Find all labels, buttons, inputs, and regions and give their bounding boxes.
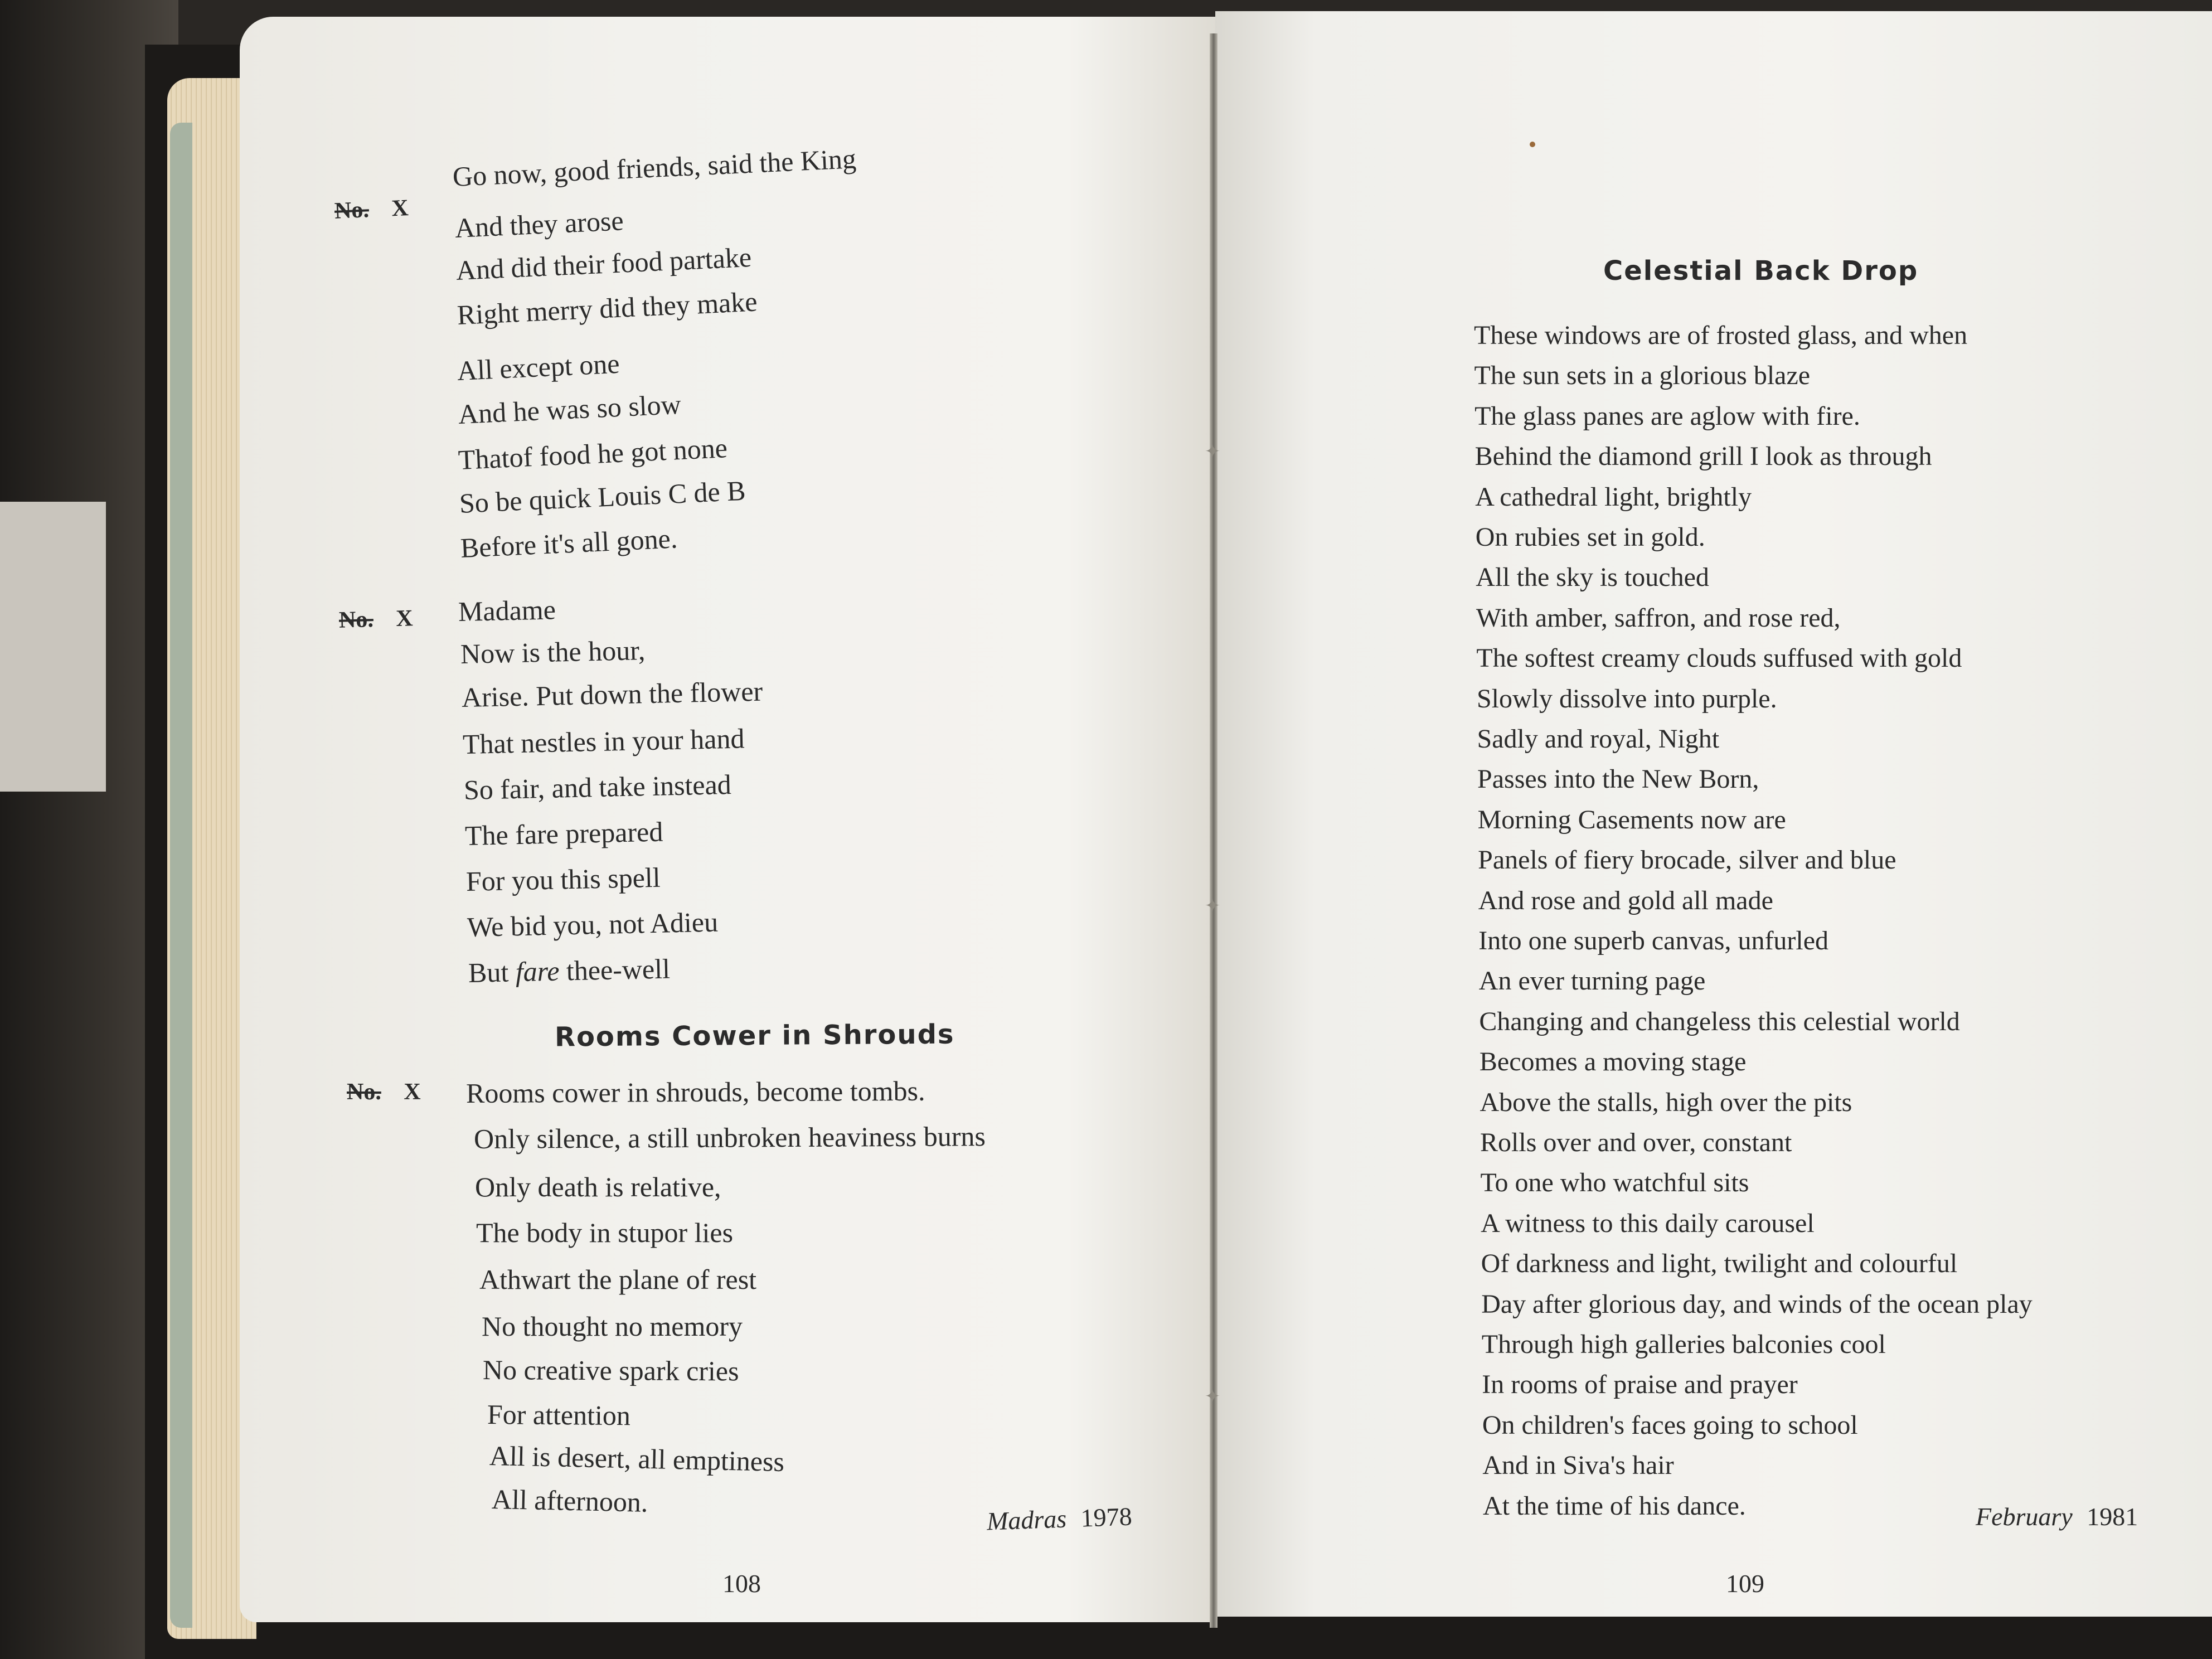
poem-line: Of darkness and light, twilight and colourful <box>1481 1249 1958 1279</box>
poem-line: On rubies set in gold. <box>1475 522 1705 552</box>
poem-line: At the time of his dance. <box>1482 1491 1746 1521</box>
poem-line: These windows are of frosted glass, and when <box>1474 321 1968 350</box>
poem-line: Sadly and royal, Night <box>1477 724 1720 754</box>
poem-line: All afternoon. <box>491 1483 648 1518</box>
poem-line: A witness to this daily carousel <box>1481 1208 1815 1238</box>
poem-title: Rooms Cower in Shrouds <box>554 1018 955 1053</box>
poem-number-label: No. <box>347 1079 381 1105</box>
binding-stitch: ✦ <box>1204 442 1221 462</box>
poem-line: Rolls over and over, constant <box>1480 1128 1792 1157</box>
poem-number-mark: X <box>404 1079 421 1105</box>
poem-line: Becomes a moving stage <box>1479 1047 1747 1077</box>
poem-number-label: No. <box>338 607 374 633</box>
poem-line: To one who watchful sits <box>1480 1168 1749 1198</box>
poem-line: Now is the hour, <box>460 634 646 670</box>
poem-line: The body in stupor lies <box>476 1217 734 1248</box>
poem-line: Passes into the New Born, <box>1477 764 1759 794</box>
signature-year: 1981 <box>2087 1502 2138 1531</box>
poem-line: In rooms of praise and prayer <box>1482 1370 1798 1400</box>
poem-line-text: thee-well <box>559 953 671 987</box>
poem-line <box>468 954 670 987</box>
poem-line: Into one superb canvas, unfurled <box>1478 926 1829 955</box>
poem-line: Morning Casements now are <box>1477 804 1786 835</box>
poem-line: No creative spark cries <box>482 1354 739 1387</box>
poem-line: Day after glorious day, and winds of the ocean play <box>1481 1289 2032 1319</box>
page-number-right: 109 <box>1726 1569 1764 1598</box>
poem-number <box>347 1080 421 1104</box>
poem-line: Thatof food he got none <box>457 432 728 476</box>
poem-line: So fair, and take instead <box>463 768 732 806</box>
poem-line: Arise. Put down the flower <box>461 675 763 713</box>
poem-line: With amber, saffron, and rose red, <box>1476 603 1841 633</box>
poem-title: Celestial Back Drop <box>1603 255 1919 287</box>
poem-line: Through high galleries balconies cool <box>1481 1330 1886 1359</box>
poem-number <box>338 607 413 632</box>
paper-speck <box>1530 142 1535 147</box>
page-number-left: 108 <box>722 1569 761 1598</box>
cover-edge <box>170 123 192 1628</box>
poem-line: All is desert, all emptiness <box>489 1440 785 1478</box>
poem-line: All the sky is touched <box>1476 562 1709 593</box>
binding-stitch: ✦ <box>1204 896 1221 916</box>
poem-line: Rooms cower in shrouds, become tombs. <box>465 1075 925 1109</box>
poem-line: Right merry did they make <box>456 285 758 331</box>
poem-line-text: But <box>468 956 516 988</box>
poem-line: Before it's all gone. <box>459 522 678 564</box>
poem-line: Only silence, a still unbroken heaviness burns <box>473 1120 986 1154</box>
poem-line: And he was so slow <box>457 388 682 430</box>
poem-line: Only death is relative, <box>475 1171 721 1202</box>
poem-number-mark: X <box>391 195 409 222</box>
poem-line: On children's faces going to school <box>1482 1410 1858 1440</box>
poem-line: The fare prepared <box>464 816 663 851</box>
poem-line: The sun sets in a glorious blaze <box>1474 361 1811 391</box>
signature-month: February <box>1976 1502 2073 1531</box>
poem-line: No thought no memory <box>482 1311 743 1342</box>
poem-line: A cathedral light, brightly <box>1475 482 1752 512</box>
poem-line: We bid you, not Adieu <box>467 906 719 943</box>
poem-line: Above the stalls, high over the pits <box>1479 1087 1852 1117</box>
poem-line: For you this spell <box>465 861 661 897</box>
poem-line: The glass panes are aglow with fire. <box>1474 401 1860 431</box>
poem-line: And they arose <box>454 205 624 244</box>
poem-line: Changing and changeless this celestial world <box>1479 1006 1960 1036</box>
poem-line-italic: fare <box>515 955 560 988</box>
poem-number <box>334 196 409 223</box>
poem-line: The softest creamy clouds suffused with gold <box>1476 643 1962 673</box>
signature-year: 1978 <box>1080 1502 1133 1532</box>
poem-line: Athwart the plane of rest <box>479 1264 757 1295</box>
poem-line: All except one <box>456 347 620 386</box>
poem-line: Madame <box>458 594 556 627</box>
poem-signature <box>1976 1504 2138 1530</box>
binding-stitch: ✦ <box>1204 1386 1221 1407</box>
poem-line: For attention <box>487 1399 631 1432</box>
poem-line: That nestles in your hand <box>462 722 745 760</box>
poem-number-label: No. <box>334 197 370 224</box>
poem-line: And in Siva's hair <box>1482 1451 1674 1481</box>
poem-line: Slowly dissolve into purple. <box>1476 683 1777 714</box>
poem-line: And rose and gold all made <box>1478 885 1773 915</box>
poem-number-mark: X <box>395 605 414 632</box>
poem-line: Go now, good friends, said the King <box>452 143 857 192</box>
poem-line: Panels of fiery brocade, silver and blue <box>1478 845 1896 875</box>
poem-line: So be quick Louis C de B <box>458 474 746 519</box>
background-light-patch <box>0 502 106 792</box>
poem-line: And did their food partake <box>455 241 753 286</box>
poem-signature <box>986 1503 1132 1534</box>
poem-line: Behind the diamond grill I look as through <box>1474 442 1932 472</box>
signature-place: Madras <box>986 1504 1067 1536</box>
poem-line: An ever turning page <box>1478 966 1706 996</box>
